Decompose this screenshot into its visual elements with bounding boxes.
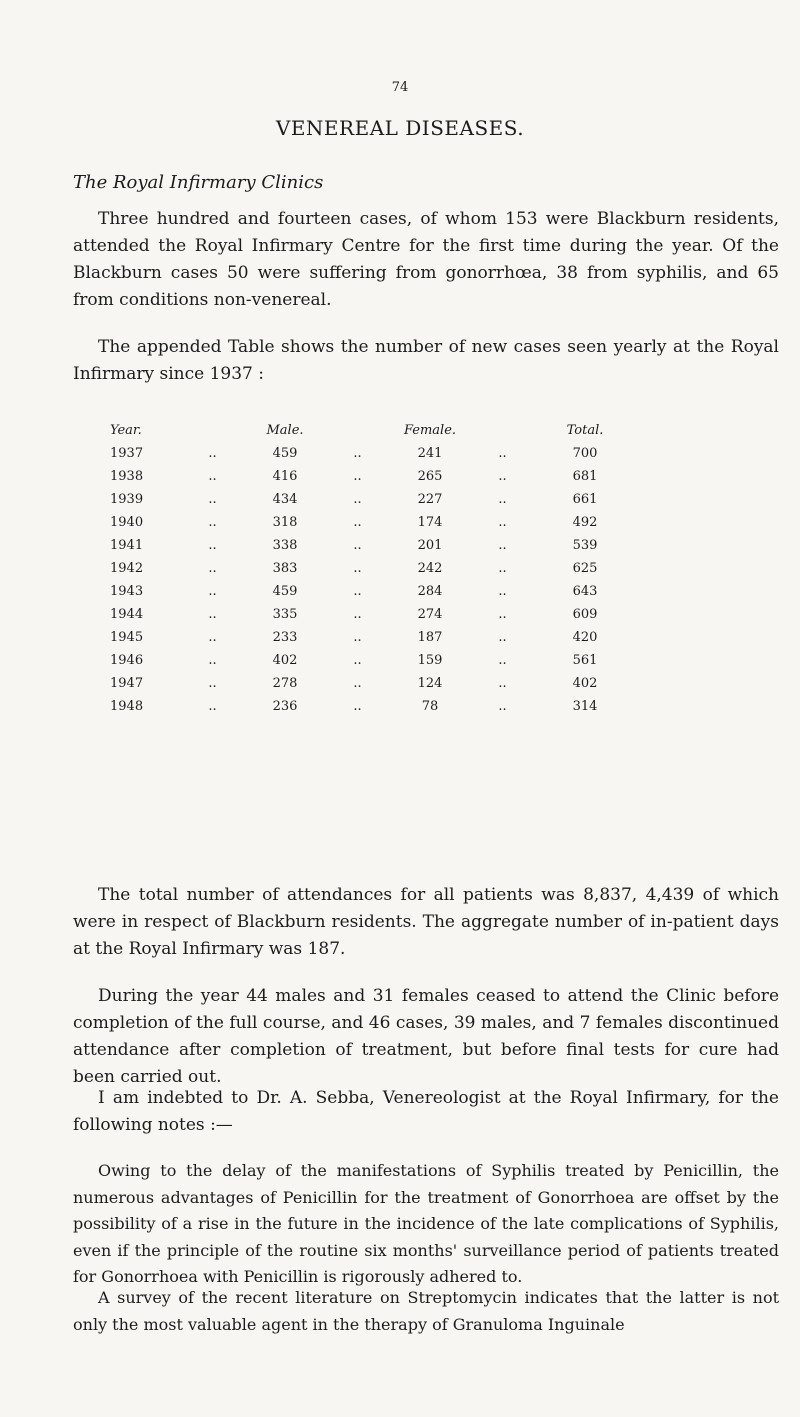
leader-dots: .. <box>208 469 217 484</box>
leader-dots: .. <box>208 561 217 576</box>
female-cell: 201 <box>417 538 443 553</box>
header-female: Female. <box>403 422 457 438</box>
total-cell: 625 <box>572 561 598 576</box>
paragraph-attendances: The total number of attendances for all patients was 8,837, 4,439 of which were in respect of Blackburn residents. The aggregate number of in-patient days at the Royal Infirmary was 187. <box>73 885 779 959</box>
female-cell: 284 <box>417 584 443 599</box>
total-cell: 609 <box>572 607 598 622</box>
leader-dots: .. <box>208 584 217 599</box>
total-cell: 681 <box>572 469 598 484</box>
male-cell: 335 <box>272 607 298 622</box>
year-cell: 1947 <box>110 676 144 691</box>
total-cell: 402 <box>572 676 598 691</box>
total-cell: 661 <box>572 492 598 507</box>
table-row <box>110 534 645 557</box>
table-row <box>110 488 645 511</box>
paragraph-discontinued: During the year 44 males and 31 females ceased to attend the Clinic before completion of the full course, and 46 cases, 39 males, and 7 females discontinued attendance after completion of treatment, but before final tests for cure had been carried out. <box>73 986 779 1087</box>
table-row <box>110 557 645 580</box>
header-year: Year. <box>110 422 142 438</box>
male-cell: 459 <box>272 584 298 599</box>
leader-dots: .. <box>498 469 507 484</box>
leader-dots: .. <box>498 538 507 553</box>
header-total: Total. <box>566 422 604 438</box>
table-row <box>110 603 645 626</box>
male-cell: 233 <box>272 630 298 645</box>
table-row <box>110 626 645 649</box>
male-cell: 236 <box>272 699 298 714</box>
total-cell: 561 <box>572 653 598 668</box>
male-cell: 416 <box>272 469 298 484</box>
leader-dots: .. <box>353 469 362 484</box>
male-cell: 278 <box>272 676 298 691</box>
leader-dots: .. <box>208 676 217 691</box>
female-cell: 265 <box>417 469 443 484</box>
leader-dots: .. <box>498 607 507 622</box>
total-cell: 492 <box>572 515 598 530</box>
year-cell: 1942 <box>110 561 144 576</box>
table-row <box>110 442 645 465</box>
leader-dots: .. <box>208 699 217 714</box>
leader-dots: .. <box>498 561 507 576</box>
table-row <box>110 672 645 695</box>
year-cell: 1939 <box>110 492 144 507</box>
year-cell: 1945 <box>110 630 144 645</box>
female-cell: 227 <box>417 492 443 507</box>
leader-dots: .. <box>353 515 362 530</box>
paragraph-penicillin-notes: Owing to the delay of the manifestations of Syphilis treated by Penicillin, the numerous advantages of Penicillin for the treatment of Gonorrhoea are offset by the possibility of a rise in the future in the incidence of the late complications of Syphilis, even if the principle of the routine six months' surveillance period of patients treated for Gonorrhoea with Penicillin is rigorously adhered to. <box>73 1161 779 1286</box>
leader-dots: .. <box>208 446 217 461</box>
paragraph-table-intro: The appended Table shows the number of new cases seen yearly at the Royal Infirmary since 1937 : <box>73 337 779 384</box>
leader-dots: .. <box>353 607 362 622</box>
leader-dots: .. <box>498 630 507 645</box>
paragraph-new-cases: Three hundred and fourteen cases, of whom 153 were Blackburn residents, attended the Royal Infirmary Centre for the first time during the year. Of the Blackburn cases 50 were suffering from gonorrhœa, 38 from syphilis, and 65 from conditions non-venereal. <box>73 209 779 310</box>
year-cell: 1944 <box>110 607 144 622</box>
table-body <box>110 442 645 718</box>
table-row <box>110 695 645 718</box>
leader-dots: .. <box>353 446 362 461</box>
leader-dots: .. <box>208 653 217 668</box>
leader-dots: .. <box>498 676 507 691</box>
leader-dots: .. <box>353 653 362 668</box>
table-row <box>110 580 645 603</box>
leader-dots: .. <box>498 492 507 507</box>
leader-dots: .. <box>498 515 507 530</box>
total-cell: 539 <box>572 538 598 553</box>
leader-dots: .. <box>498 446 507 461</box>
leader-dots: .. <box>498 584 507 599</box>
leader-dots: .. <box>353 584 362 599</box>
paragraph-acknowledgement: I am indebted to Dr. A. Sebba, Venereologist at the Royal Infirmary, for the following notes :— <box>73 1088 779 1135</box>
total-cell: 700 <box>572 446 598 461</box>
leader-dots: .. <box>353 699 362 714</box>
male-cell: 338 <box>272 538 298 553</box>
leader-dots: .. <box>208 515 217 530</box>
leader-dots: .. <box>208 630 217 645</box>
leader-dots: .. <box>498 699 507 714</box>
female-cell: 241 <box>417 446 443 461</box>
year-cell: 1946 <box>110 653 144 668</box>
leader-dots: .. <box>208 607 217 622</box>
year-cell: 1943 <box>110 584 144 599</box>
section-heading: VENEREAL DISEASES. <box>275 116 525 140</box>
table-header-row <box>110 418 645 442</box>
year-cell: 1941 <box>110 538 144 553</box>
male-cell: 383 <box>272 561 298 576</box>
new-cases-table <box>110 418 645 718</box>
leader-dots: .. <box>208 492 217 507</box>
paragraph-streptomycin: A survey of the recent literature on Streptomycin indicates that the latter is not only the most valuable agent in the therapy of Granuloma Inguinale <box>73 1288 779 1334</box>
year-cell: 1940 <box>110 515 144 530</box>
table-row <box>110 649 645 672</box>
male-cell: 459 <box>272 446 298 461</box>
leader-dots: .. <box>353 676 362 691</box>
leader-dots: .. <box>498 653 507 668</box>
table-row <box>110 511 645 534</box>
page-number: 74 <box>391 80 409 95</box>
female-cell: 242 <box>417 561 443 576</box>
leader-dots: .. <box>353 630 362 645</box>
total-cell: 643 <box>572 584 598 599</box>
year-cell: 1938 <box>110 469 144 484</box>
male-cell: 318 <box>272 515 298 530</box>
female-cell: 187 <box>417 630 443 645</box>
leader-dots: .. <box>353 561 362 576</box>
year-cell: 1937 <box>110 446 144 461</box>
female-cell: 124 <box>417 676 443 691</box>
male-cell: 402 <box>272 653 298 668</box>
female-cell: 174 <box>417 515 443 530</box>
leader-dots: .. <box>208 538 217 553</box>
subheading: The Royal Infirmary Clinics <box>73 172 324 193</box>
male-cell: 434 <box>272 492 298 507</box>
total-cell: 420 <box>572 630 598 645</box>
leader-dots: .. <box>353 492 362 507</box>
female-cell: 78 <box>421 699 439 714</box>
year-cell: 1948 <box>110 699 144 714</box>
female-cell: 159 <box>417 653 443 668</box>
female-cell: 274 <box>417 607 443 622</box>
table-row <box>110 465 645 488</box>
header-male: Male. <box>266 422 304 438</box>
leader-dots: .. <box>353 538 362 553</box>
total-cell: 314 <box>572 699 598 714</box>
